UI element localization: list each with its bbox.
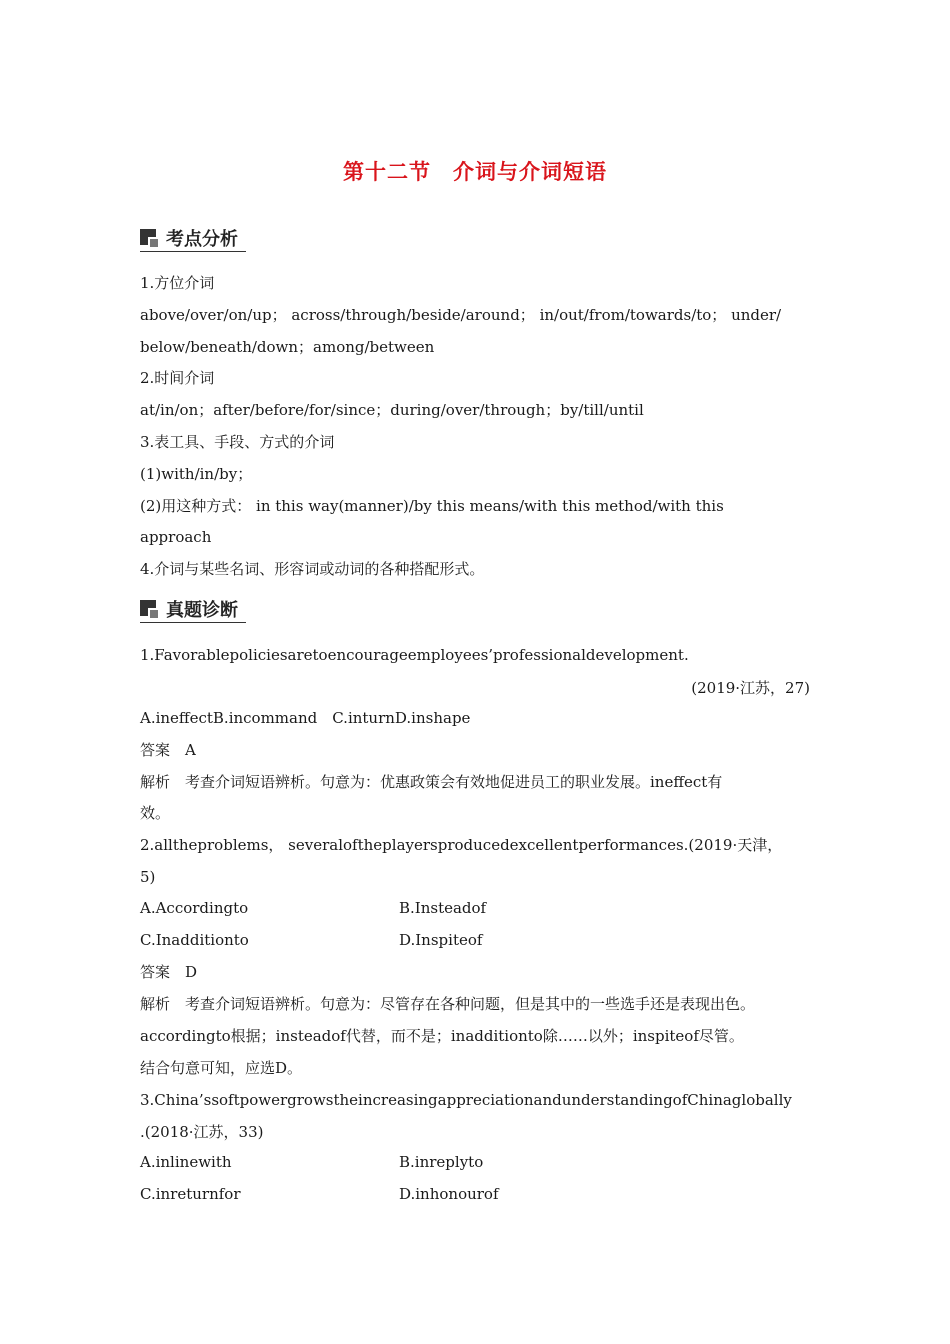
text-line: (1)with/in/by； [140,465,253,483]
analysis-text: accordingto根据；insteadof代替，而不是；inadditionto除……以外；inspiteof尽管。 [140,1027,744,1045]
question-stem: 2.alltheproblems， severaloftheplayersproducedexcellentperformances.(2019·天津， [140,836,783,854]
option-c: C.Inadditionto [140,931,249,949]
option-b: B.Insteadof [399,899,487,917]
text-line: above/over/on/up； across/through/beside/around； in/out/from/towards/to； under/ [140,306,782,324]
analysis-text: 解析 考查介词短语辨析。句意为：优惠政策会有效地促进员工的职业发展。ineffect有 [140,773,723,791]
section-heading-analysis [140,225,246,252]
text-line: below/beneath/down；among/between [140,338,435,356]
section-marker-icon [140,229,158,247]
question-source: (2019·江苏，27) [691,679,810,697]
answer-text: 答案 D [140,963,198,981]
option-c: C.inreturnfor [140,1185,241,1203]
section-heading-real-questions [140,596,246,623]
text-line: at/in/on；after/before/for/since；during/over/through；by/till/until [140,401,644,419]
text-line: approach [140,528,212,546]
text-line: 1.方位介词 [140,274,215,292]
option-d: D.Inspiteof [399,931,483,949]
question-stem: 1.Favorablepoliciesaretoencourageemployees’professionaldevelopment. [140,646,689,664]
section-marker-icon [140,600,158,618]
question-stem: 5) [140,868,156,886]
section-label: 真题诊断 [166,600,238,621]
analysis-text: 效。 [140,804,171,822]
text-line: 2.时间介词 [140,369,215,387]
question-stem: .(2018·江苏，33) [140,1123,264,1141]
option-a: A.inlinewith [140,1153,232,1171]
text-line: (2)用这种方式： in this way(manner)/by this means/with this method/with this [140,497,724,515]
text-line: 3.表工具、手段、方式的介词 [140,433,335,451]
page-title: 第十二节 介词与介词短语 [343,160,607,184]
text-line: 4.介词与某些名词、形容词或动词的各种搭配形式。 [140,560,485,578]
question-options: A.ineffectB.incommand C.inturnD.inshape [140,709,471,727]
analysis-text: 结合句意可知，应选D。 [140,1059,303,1077]
analysis-text: 解析 考查介词短语辨析。句意为：尽管存在各种问题，但是其中的一些选手还是表现出色。 [140,995,756,1013]
question-stem: 3.China’ssoftpowergrowstheincreasingappreciationandunderstandingofChinaglobally [140,1091,792,1109]
option-a: A.Accordingto [140,899,249,917]
option-b: B.inreplyto [399,1153,484,1171]
section-label: 考点分析 [166,229,238,250]
option-d: D.inhonourof [399,1185,499,1203]
answer-text: 答案 A [140,741,196,759]
